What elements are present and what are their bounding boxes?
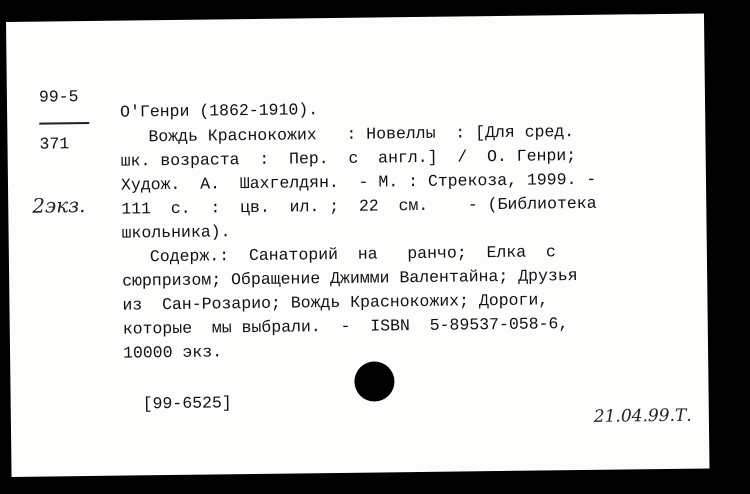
author-line: О'Генри (1862-1910). — [119, 100, 319, 122]
contents-line: из Сан-Розарио; Вождь Краснокожих; Дороги, — [122, 290, 549, 315]
catalog-card — [6, 13, 710, 476]
record-number: [99-6525] — [142, 393, 232, 414]
classification-top: 99-5 — [38, 87, 79, 107]
body-line: Вождь Краснокожих : Новеллы : [Для сред. — [148, 122, 575, 147]
holdings-note: 2экз. — [32, 193, 86, 218]
contents-line: которые мы выбрали. - ISBN 5-89537-058-6, — [122, 314, 569, 339]
body-line: 111 с. : цв. ил. ; 22 см. - (Библиотека — [121, 193, 597, 219]
classification-rule — [39, 122, 89, 124]
body-line: Худож. А. Шахгелдян. - М. : Стрекоза, 1999. - — [120, 169, 597, 195]
punch-hole — [354, 361, 394, 401]
classification-bottom: 371 — [39, 134, 70, 154]
contents-line: Содерж.: Санаторий на ранчо; Елка с — [149, 242, 556, 267]
contents-line: 10000 экз. — [122, 342, 223, 363]
body-line: шк. возраста : Пер. с англ.] / О. Генри; — [120, 146, 577, 171]
contents-line: сюрпризом; Обращение Джимми Валентайна; Друзья — [122, 266, 578, 291]
date-note: 21.04.99.Т. — [593, 405, 692, 427]
body-line: школьника). — [121, 222, 231, 243]
